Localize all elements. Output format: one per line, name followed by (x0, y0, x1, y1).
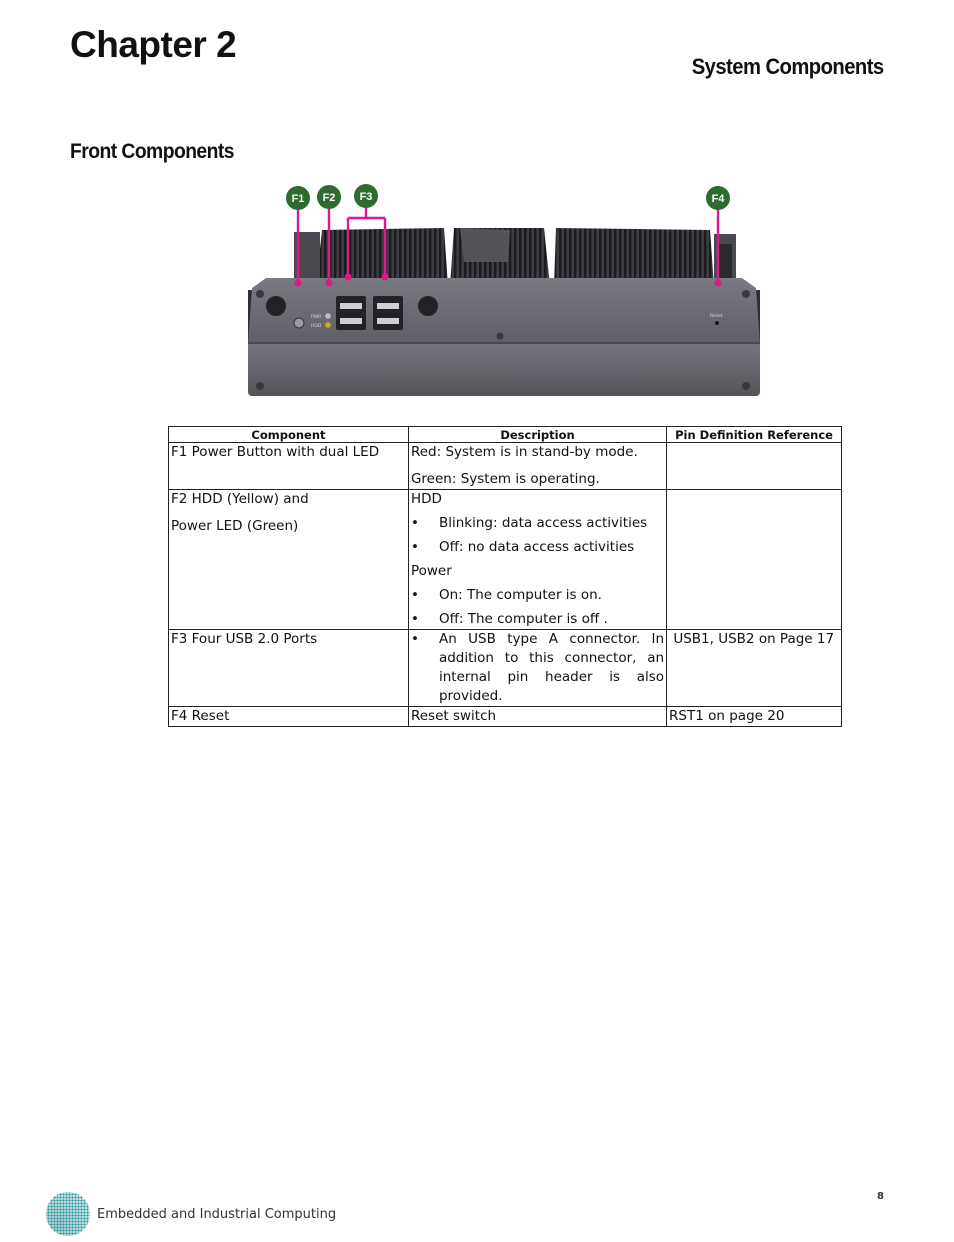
cell-pin-reference (667, 490, 842, 630)
callout-badges (286, 184, 730, 210)
footer-company-line: Embedded and Industrial Computing (97, 1207, 337, 1222)
antenna-cap-left (266, 296, 286, 316)
callout-f1: F1 (291, 193, 305, 205)
bottom-panel (248, 342, 760, 396)
subsection-title: Front Components (70, 140, 234, 163)
cell-description: HDD • Blinking: data access activities • Off: no data access activities Power • On: The computer is on. • Off: The computer is off . (408, 490, 666, 630)
header-description: Description (408, 427, 666, 443)
callout-f3: F3 (359, 191, 373, 203)
antenna-cap-right (418, 296, 438, 316)
table-row (169, 443, 842, 490)
chapter-title: Chapter 2 (70, 24, 237, 65)
cell-description: Reset switch (408, 707, 666, 727)
cell-component: F2 HDD (Yellow) and Power LED (Green) (169, 490, 409, 630)
header-component: Component (169, 427, 409, 443)
table-row (169, 630, 842, 707)
pwr-led-label: PWR (311, 315, 322, 320)
cell-description: Red: System is in stand-by mode. Green: System is operating. (408, 443, 666, 490)
hdd-led-icon (325, 322, 331, 328)
company-logo-icon (44, 1190, 92, 1242)
section-title: System Components (692, 54, 884, 79)
table-header-row (169, 427, 842, 443)
front-panel-figure (244, 182, 784, 400)
device-front-illustration (244, 182, 784, 400)
heatsink-fins (294, 228, 736, 286)
table-row (169, 707, 842, 727)
cell-component: F4 Reset (169, 707, 409, 727)
power-button-icon[interactable] (294, 318, 304, 328)
cell-component: F1 Power Button with dual LED (169, 443, 409, 490)
page-number: 8 (877, 1191, 884, 1202)
callout-f4: F4 (711, 193, 725, 205)
cell-component: F3 Four USB 2.0 Ports (169, 630, 409, 707)
cell-pin-reference: USB1, USB2 on Page 17 (667, 630, 842, 707)
cell-pin-reference: RST1 on page 20 (667, 707, 842, 727)
hdd-led-label: HDD (311, 324, 322, 329)
cell-pin-reference (667, 443, 842, 490)
components-table (168, 426, 842, 727)
header-pin-reference: Pin Definition Reference (667, 427, 842, 443)
pwr-led-icon (325, 313, 331, 319)
callout-f2: F2 (322, 192, 336, 204)
front-bezel (248, 278, 760, 344)
cell-description: • An USB type A connector. In addition to this connector, an internal pin header is also provided. (408, 630, 666, 707)
table-row (169, 490, 842, 630)
reset-button-icon[interactable] (715, 321, 719, 325)
reset-label: Reset (710, 314, 723, 319)
